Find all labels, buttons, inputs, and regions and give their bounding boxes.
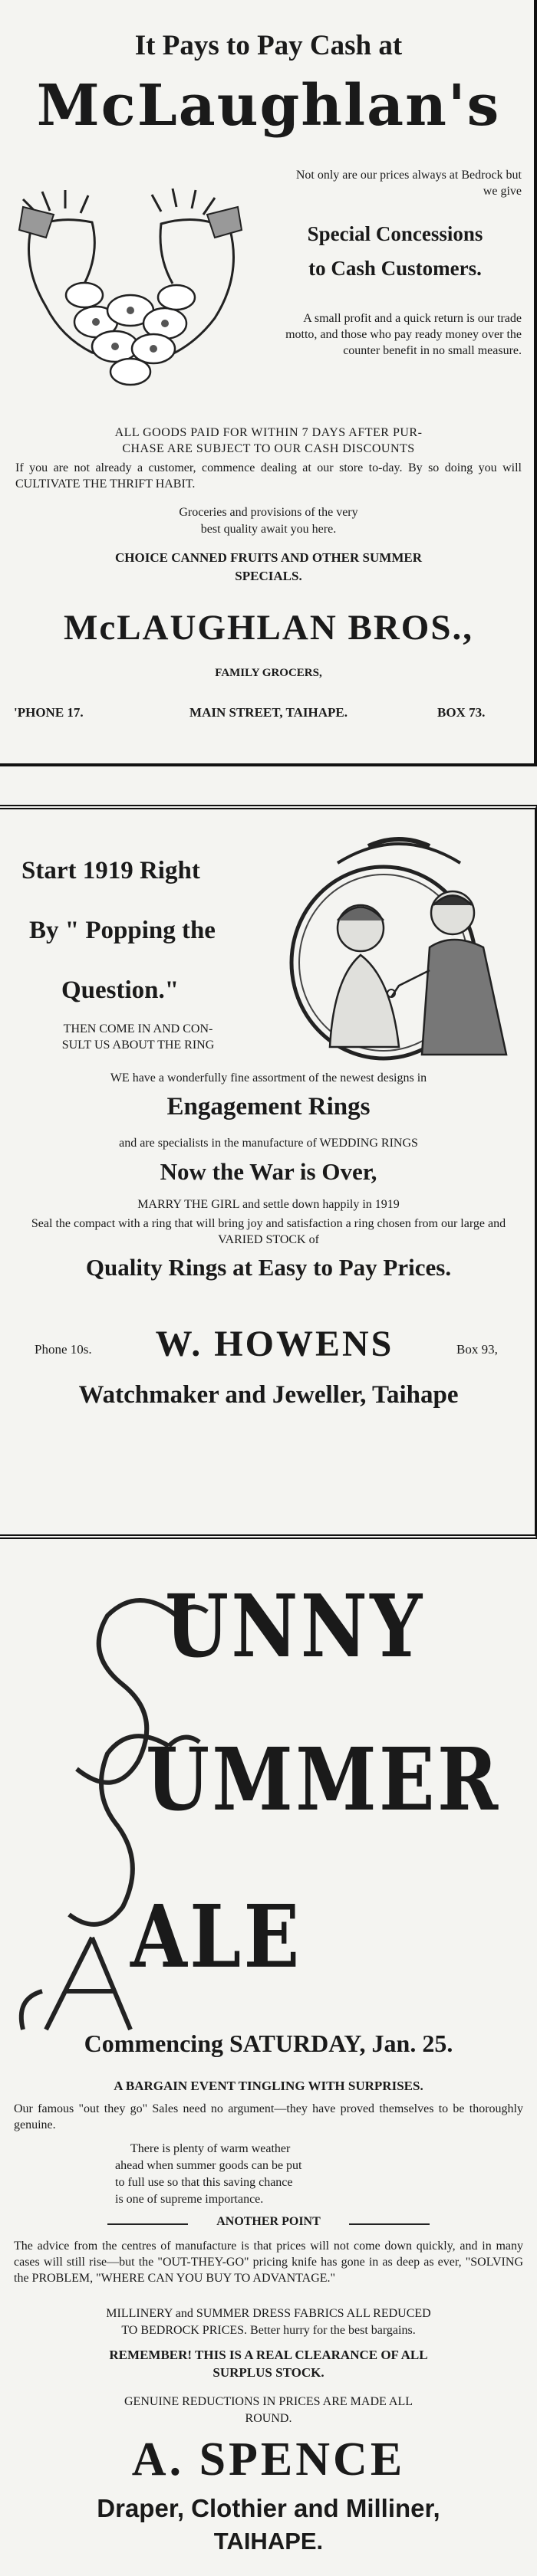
ad1-intro: Not only are our prices always at Bedrock but we give <box>295 169 522 198</box>
ad3-title-line3: ALE <box>130 1887 302 1987</box>
ad1-canned-line1: CHOICE CANNED FRUITS AND OTHER SUMMER <box>114 550 422 565</box>
ad1-concessions-line2: to Cash Customers. <box>308 257 482 280</box>
hands-with-coins-illustration <box>8 184 265 437</box>
ad2-start-line3: Question." <box>61 976 180 1004</box>
ad3-remember-line1: REMEMBER! THIS IS A REAL CLEARANCE OF ALL <box>109 2348 428 2362</box>
ad2-start-line2: By " Popping the <box>29 917 216 944</box>
ad1-headline: It Pays to Pay Cash at <box>134 30 403 61</box>
ad2-name: W. HOWENS <box>155 1324 394 1364</box>
ad2-start-line1: Start 1919 Right <box>21 857 200 884</box>
ad1-box: BOX 73. <box>437 705 486 720</box>
ad1-terms-line1: ALL GOODS PAID FOR WITHIN 7 DAYS AFTER PUR- <box>114 426 423 439</box>
ad3-commencing: Commencing SATURDAY, Jan. 25. <box>84 2030 453 2057</box>
ad2-assortment: WE have a wonderfully fine assortment of the newest designs in <box>110 1071 427 1085</box>
ad1-concessions-line1: Special Concessions <box>307 222 483 245</box>
howens-advertisement <box>0 805 537 1539</box>
ad2-trade: Watchmaker and Jeweller, Taihape <box>78 1381 459 1409</box>
another-point-rule-right <box>349 2223 430 2225</box>
ad3-warm-line2: ahead when summer goods can be put <box>115 2159 302 2172</box>
ad2-seal: Seal the compact with a ring that will bring joy and satisfaction a ring chosen from our large and VARIED STOCK of <box>31 1217 506 1246</box>
spence-advertisement <box>0 1539 537 2576</box>
ad1-canned-line2: SPECIALS. <box>235 569 302 583</box>
ad3-outthey: Our famous "out they go" Sales need no argument—they have proved themselves to be thoroughly genuine. <box>14 2102 523 2131</box>
ad1-groceries-line2: best quality await you here. <box>200 523 337 536</box>
ad3-trade: Draper, Clothier and Milliner, <box>97 2494 440 2522</box>
ad3-warm-line3: to full use so that this saving chance <box>115 2176 293 2189</box>
ad2-quality: Quality Rings at Easy to Pay Prices. <box>85 1254 452 1281</box>
ad3-title-line2: UMMER <box>146 1730 501 1830</box>
ad3-another-point: ANOTHER POINT <box>216 2215 321 2228</box>
ad3-bargain: A BARGAIN EVENT TINGLING WITH SURPRISES. <box>114 2079 423 2093</box>
ad3-millinery-line1: MILLINERY and SUMMER DRESS FABRICS ALL REDUCED <box>106 2307 431 2320</box>
couple-proposal-illustration <box>276 832 518 1062</box>
ad3-advice: The advice from the centres of manufacture is that prices will not come down quickly, and in many cases will still rise—but the "OUT-THEY-GO" pricing knife has gone in as deep as ever, "SOLVING the PROBLEM, "WHERE CAN YOU BUY TO ADVANTAGE." <box>14 2240 523 2285</box>
ad2-phone: Phone 10s. <box>35 1342 92 1357</box>
another-point-rule-left <box>107 2223 188 2225</box>
ad2-marry: MARRY THE GIRL and settle down happily in 1919 <box>137 1198 400 1211</box>
ad1-terms-line2: CHASE ARE SUBJECT TO OUR CASH DISCOUNTS <box>122 442 415 455</box>
ad3-title-line1: UNNY <box>165 1577 425 1677</box>
ad1-trade: FAMILY GROCERS, <box>215 667 322 679</box>
ad1-phone: 'PHONE 17. <box>14 705 84 720</box>
ad1-store-name: McLaughlan's <box>36 73 501 139</box>
ad3-remember-line2: SURPLUS STOCK. <box>212 2365 325 2380</box>
ad3-warm-line1: There is plenty of warm weather <box>130 2142 291 2155</box>
ad3-town: TAIHAPE. <box>213 2528 324 2555</box>
mclaughlan-advertisement <box>0 0 537 766</box>
ad1-company: McLAUGHLAN BROS., <box>63 608 474 648</box>
ad1-address: MAIN STREET, TAIHAPE. <box>189 705 348 720</box>
ad1-groceries-line1: Groceries and provisions of the very <box>179 506 358 519</box>
ad3-genuine-line1: GENUINE REDUCTIONS IN PRICES ARE MADE ALL <box>124 2395 413 2408</box>
ad1-invite: If you are not already a customer, commence dealing at our store to-day. By so doing you will CULTIVATE THE THRIFT HABIT. <box>15 461 522 491</box>
ad2-consult-line2: SULT US ABOUT THE RING <box>61 1039 215 1052</box>
ad3-name: A. SPENCE <box>131 2433 406 2486</box>
ad3-warm-line4: is one of supreme importance. <box>115 2193 264 2206</box>
ad2-war: Now the War is Over, <box>160 1158 377 1185</box>
ad3-genuine-line2: ROUND. <box>245 2412 292 2425</box>
ad3-millinery-line2: TO BEDROCK PRICES. Better hurry for the best bargains. <box>121 2324 416 2337</box>
ad2-specialists: and are specialists in the manufacture of WEDDING RINGS <box>119 1137 418 1150</box>
ad2-box: Box 93, <box>456 1342 498 1357</box>
ad2-engagement: Engagement Rings <box>166 1093 371 1121</box>
ad1-motto: A small profit and a quick return is our trade motto, and those who pay ready money over the counter benefit in no small measure. <box>285 312 522 357</box>
ad2-consult-line1: THEN COME IN AND CON- <box>63 1022 213 1035</box>
